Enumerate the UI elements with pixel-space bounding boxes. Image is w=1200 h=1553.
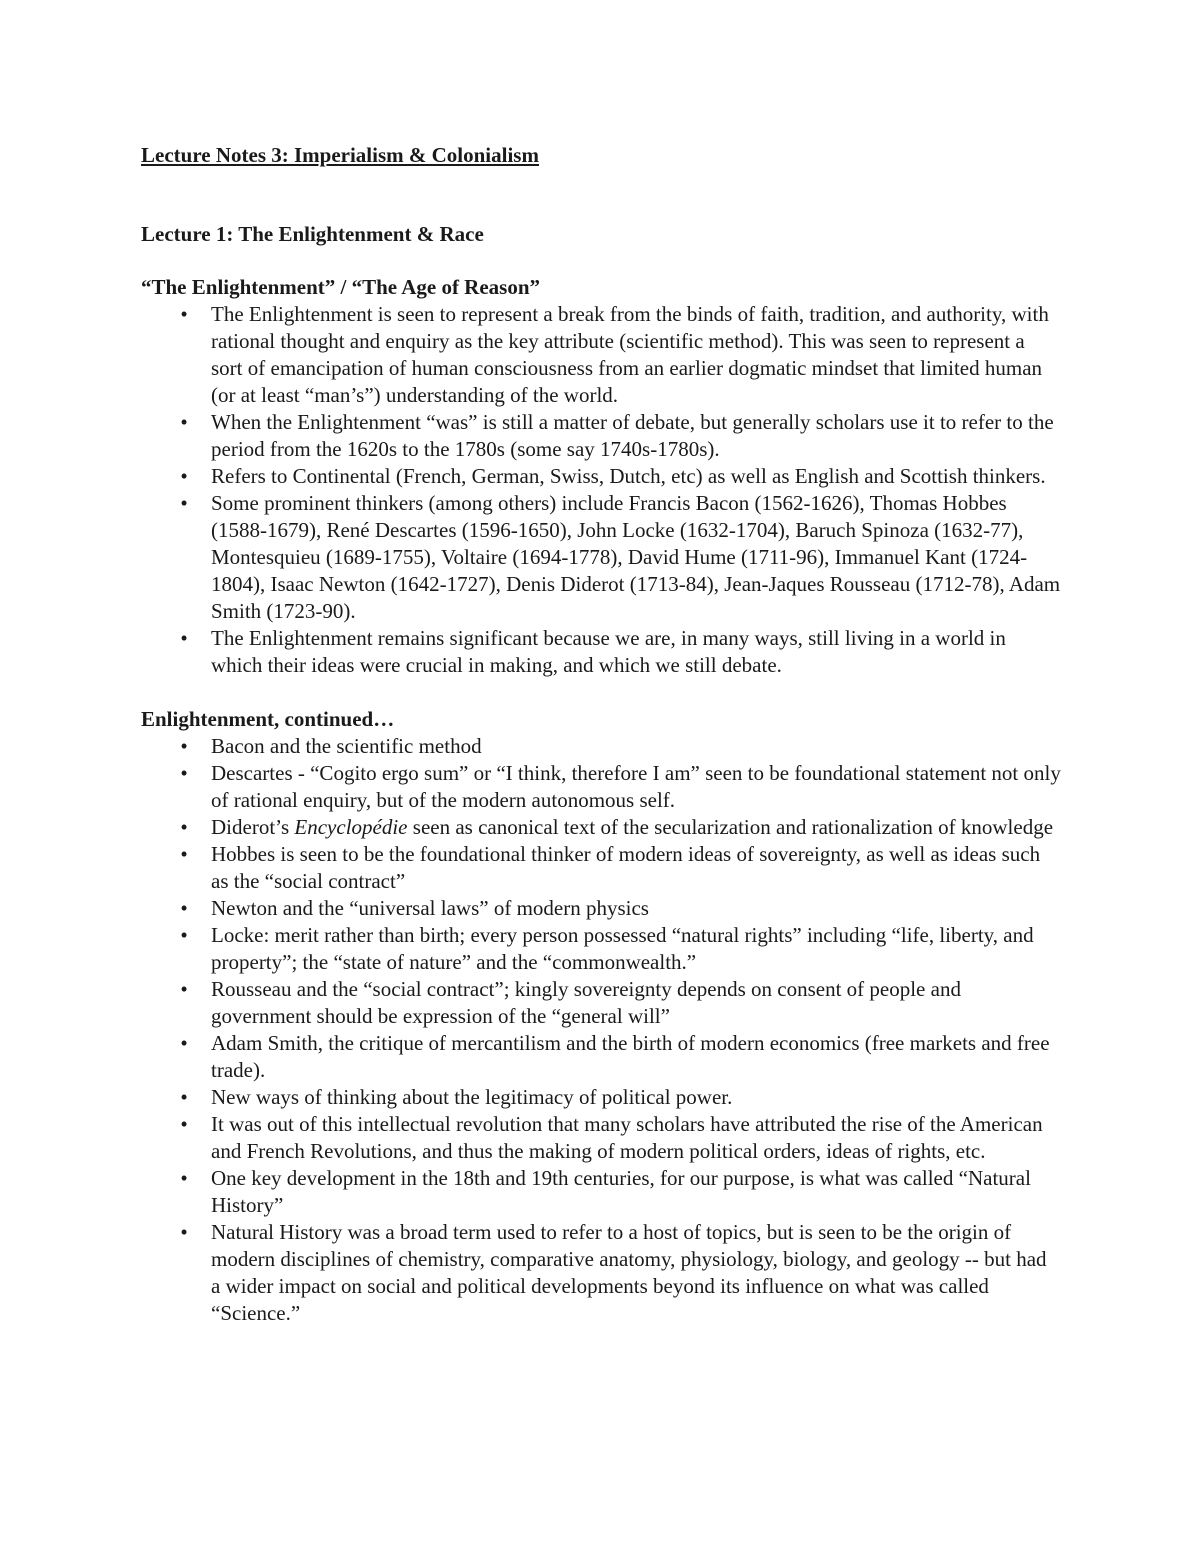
- list-item-text: The Enlightenment is seen to represent a break from the binds of faith, tradition, and authority, with rational thought and enquiry as the key attribute (scientific method). This was seen to represent a sort of emancipation of human consciousness from an earlier dogmatic mindset that limited human (or at least “man’s”) understanding of the world.: [211, 302, 1049, 407]
- list-item-text: Descartes - “Cogito ergo sum” or “I think, therefore I am” seen to be foundational statement not only of rational enquiry, but of the modern autonomous self.: [211, 761, 1061, 812]
- bullet-icon: •: [180, 815, 188, 839]
- list-item: [141, 841, 1061, 895]
- bullet-icon: •: [180, 734, 188, 758]
- section-heading-enlightenment: “The Enlightenment” / “The Age of Reason”: [141, 275, 541, 299]
- list-item-text: Diderot’s: [211, 815, 295, 839]
- list-item: [141, 301, 1061, 409]
- list-item: [141, 1030, 1061, 1084]
- list-item-text: Refers to Continental (French, German, Swiss, Dutch, etc) as well as English and Scottish thinkers.: [211, 464, 1046, 488]
- list-item: [141, 1219, 1061, 1327]
- list-item-text: It was out of this intellectual revolution that many scholars have attributed the rise of the American and French Revolutions, and thus the making of modern political orders, ideas of rights, etc.: [211, 1112, 1043, 1163]
- document-page: [141, 142, 1061, 1327]
- bullet-icon: •: [180, 1031, 188, 1055]
- list-item-text: Hobbes is seen to be the foundational thinker of modern ideas of sovereignty, as well as ideas such as the “social contract”: [211, 842, 1041, 893]
- bullet-icon: •: [180, 1112, 188, 1136]
- bullet-icon: •: [180, 977, 188, 1001]
- list-item-text: Rousseau and the “social contract”; kingly sovereignty depends on consent of people and government should be expression of the “general will”: [211, 977, 961, 1028]
- list-item-text: Adam Smith, the critique of mercantilism and the birth of modern economics (free markets and free trade).: [211, 1031, 1050, 1082]
- bullet-list-continued: [141, 733, 1061, 1327]
- list-item-text: Bacon and the scientific method: [211, 734, 482, 758]
- bullet-icon: •: [180, 923, 188, 947]
- list-item: [141, 976, 1061, 1030]
- list-item: [141, 463, 1061, 490]
- list-item-text: When the Enlightenment “was” is still a matter of debate, but generally scholars use it to refer to the period from the 1620s to the 1780s (some say 1740s-1780s).: [211, 410, 1054, 461]
- bullet-icon: •: [180, 1085, 188, 1109]
- bullet-icon: •: [180, 410, 188, 434]
- list-item-text: Locke: merit rather than birth; every person possessed “natural rights” including “life, liberty, and property”; the “state of nature” and the “commonwealth.”: [211, 923, 1034, 974]
- bullet-icon: •: [180, 896, 188, 920]
- list-item: [141, 409, 1061, 463]
- list-item: [141, 625, 1061, 679]
- list-item: [141, 1165, 1061, 1219]
- list-item: [141, 733, 1061, 760]
- bullet-icon: •: [180, 761, 188, 785]
- list-item-text: Natural History was a broad term used to refer to a host of topics, but is seen to be the origin of modern disciplines of chemistry, comparative anatomy, physiology, biology, and geology -- but had a wider impact on social and political developments beyond its influence on what was called “Science.”: [211, 1220, 1047, 1325]
- lecture-heading: Lecture 1: The Enlightenment & Race: [141, 222, 484, 246]
- italic-title: Encyclopédie: [294, 815, 408, 839]
- list-item-text: seen as canonical text of the secularization and rationalization of knowledge: [407, 815, 1054, 839]
- document-title: Lecture Notes 3: Imperialism & Colonialism: [141, 143, 539, 167]
- bullet-icon: •: [180, 464, 188, 488]
- list-item: [141, 1111, 1061, 1165]
- list-item: [141, 1084, 1061, 1111]
- bullet-list-enlightenment: [141, 301, 1061, 679]
- bullet-icon: •: [180, 1166, 188, 1190]
- list-item-text: Newton and the “universal laws” of modern physics: [211, 896, 649, 920]
- section-heading-continued: Enlightenment, continued…: [141, 707, 395, 731]
- list-item: [141, 760, 1061, 814]
- list-item-text: The Enlightenment remains significant because we are, in many ways, still living in a world in which their ideas were crucial in making, and which we still debate.: [211, 626, 1006, 677]
- bullet-icon: •: [180, 302, 188, 326]
- list-item-text: New ways of thinking about the legitimacy of political power.: [211, 1085, 733, 1109]
- list-item: [141, 490, 1061, 625]
- bullet-icon: •: [180, 491, 188, 515]
- list-item-text: Some prominent thinkers (among others) include Francis Bacon (1562-1626), Thomas Hobbes (1588-1679), René Descartes (1596-1650), John Locke (1632-1704), Baruch Spinoza (1632-77), Montesquieu (1689-1755), Voltaire (1694-1778), David Hume (1711-96), Immanuel Kant (1724-1804), Isaac Newton (1642-1727), Denis Diderot (1713-84), Jean-Jaques Rousseau (1712-78), Adam Smith (1723-90).: [211, 491, 1061, 623]
- list-item: [141, 922, 1061, 976]
- list-item: [141, 814, 1061, 841]
- bullet-icon: •: [180, 626, 188, 650]
- list-item-text: One key development in the 18th and 19th centuries, for our purpose, is what was called “Natural History”: [211, 1166, 1031, 1217]
- bullet-icon: •: [180, 842, 188, 866]
- bullet-icon: •: [180, 1220, 188, 1244]
- list-item: [141, 895, 1061, 922]
